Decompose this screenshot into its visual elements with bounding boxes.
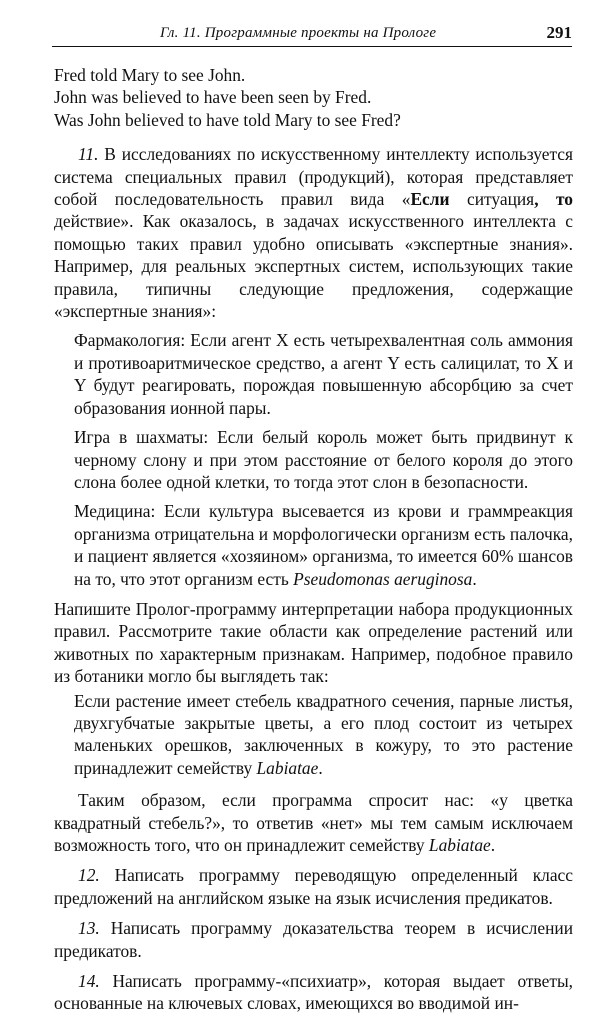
rule-medicine-organism: Pseudomonas aeruginosa xyxy=(293,568,473,589)
thus-end: . xyxy=(490,835,496,855)
page-header xyxy=(52,22,572,47)
page-body xyxy=(54,64,573,1015)
rule-medicine-end: . xyxy=(472,568,477,589)
rule-chess: Игра в шахматы: Если белый король может быть придвинут к черному слону и при этом расстояние от белого короля до этого слона более одной клетки, то тогда этот слон в безопасности. xyxy=(74,427,573,492)
exercise-14 xyxy=(54,970,573,1015)
thus-family: Labiatae xyxy=(428,835,491,855)
rule-botany-end: . xyxy=(318,757,323,778)
exercise-11-bold-then: , то xyxy=(534,189,573,210)
task-paragraph: Напишите Пролог-программу интерпретации набора продукционных правил. Рассмотрите такие области как определение растений или животных по характерным признакам. Например, подобное правило из ботаники могло бы выглядеть так: xyxy=(54,598,573,687)
thus-text: Таким образом, если программа спросит нас: «у цветка квадратный стебель?», то ответив «нет» мы тем самым исключаем возможность того, что он принадлежит семейству xyxy=(54,790,573,855)
exercise-11 xyxy=(54,143,573,322)
exercise-11-number: 11. xyxy=(78,144,99,165)
page-number: 291 xyxy=(546,23,572,42)
exercise-13 xyxy=(54,917,573,962)
running-head: Гл. 11. Программные проекты на Прологе xyxy=(160,25,437,41)
rule-pharmacology: Фармакология: Если агент X есть четырехвалентная соль аммония и противоаритмическое средство, а агент Y есть салицилат, то X и Y будут реагировать, порождая повышенную абсорбцию за счет образования ионной пары. xyxy=(74,330,573,418)
example-sentence-2: John was believed to have been seen by Fred. xyxy=(54,87,372,108)
rule-botany-text: Если растение имеет стебель квадратного сечения, парные листья, двухгубчатые закрытые цветы, а его плод состоит из четырех маленьких орешков, заключенных в кожуру, то это растение принадлежит семейству xyxy=(74,690,573,778)
exercise-12 xyxy=(54,864,573,909)
rule-botany xyxy=(74,690,573,780)
rule-medicine-text: Медицина: Если культура высевается из крови и граммреакция организма отрицательна и морфологически организм есть палочка, и пациент является «хозяином» организма, то имеется 60% шансов на то, что этот организм есть xyxy=(74,501,573,589)
rule-botany-family: Labiatae xyxy=(256,757,319,778)
example-sentence-3: Was John believed to have told Mary to see Fred? xyxy=(54,109,401,130)
exercise-13-number: 13. xyxy=(78,918,100,939)
example-sentence-1: Fred told Mary to see John. xyxy=(54,65,246,85)
rule-medicine xyxy=(74,500,573,590)
exercise-11-bold-if: Если xyxy=(410,189,450,210)
example-sentences xyxy=(54,64,573,131)
exercise-11-text-1: В исследованиях по искусственному интеллекту используется система специальных правил (продукций), которая представляет собой последовательность правил вида « xyxy=(54,144,573,210)
exercise-14-text: Написать программу-«психиатр», которая выдает ответы, основанные на ключевых словах, имеющихся во вводимой ин- xyxy=(54,971,573,1014)
exercise-12-number: 12. xyxy=(78,865,100,886)
exercise-13-text: Написать программу доказательства теорем в исчислении предикатов. xyxy=(54,918,573,961)
thus-paragraph xyxy=(54,789,573,856)
exercise-11-text-3: действие». Как оказалось, в задачах искусственного интеллекта с помощью таких правил удобно описывать «экспертные знания». Например, для реальных экспертных систем, использующих такие правила, типичны следующие предложения, содержащие «экспертные знания»: xyxy=(54,211,573,322)
exercise-11-text-2: ситуация xyxy=(449,189,535,210)
exercise-14-number: 14. xyxy=(78,971,100,992)
exercise-12-text: Написать программу переводящую определенный класс предложений на английском языке на язык исчисления предикатов. xyxy=(54,865,573,908)
